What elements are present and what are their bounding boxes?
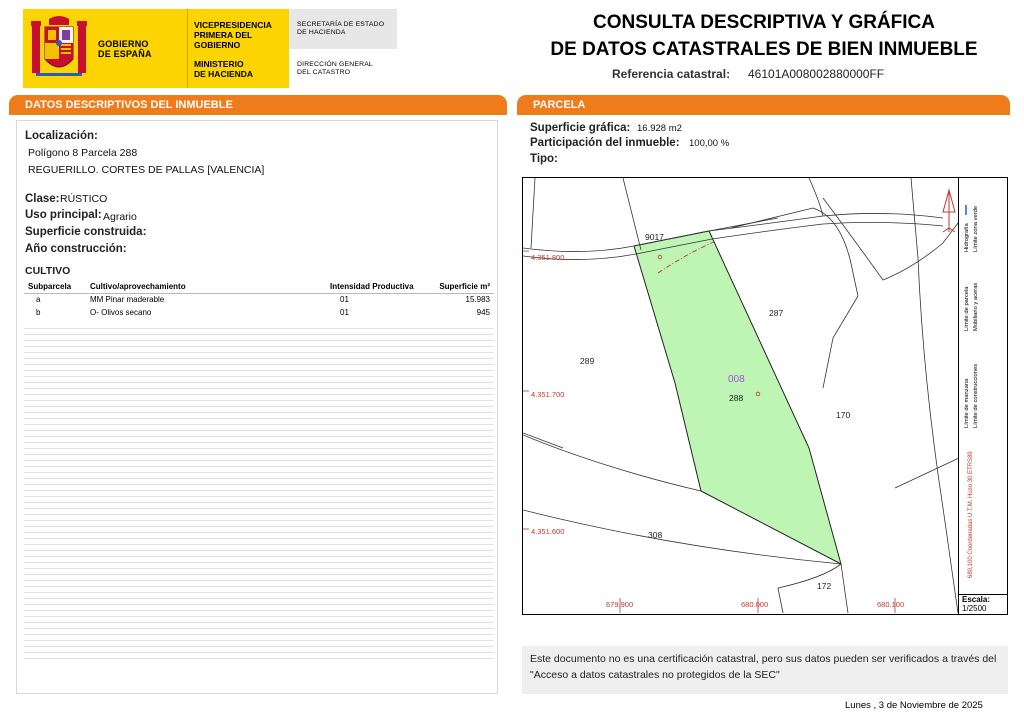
footer-date: Lunes , 3 de Noviembre de 2025	[845, 700, 983, 711]
legend-limite-construcciones: Límite de construcciones	[973, 363, 979, 428]
coord-y-1: 4.351.800	[531, 253, 565, 262]
label-288: 288	[729, 393, 744, 403]
cell-cultivo: O- Olivos secano	[90, 308, 152, 317]
uso-principal-label: Uso principal:	[25, 209, 102, 221]
coord-y-3: 4.351.600	[531, 527, 565, 536]
label-308: 308	[648, 530, 663, 540]
cell-cultivo: MM Pinar maderable	[90, 295, 165, 305]
cell-subparcela: b	[36, 308, 41, 317]
referencia-catastral	[612, 67, 885, 81]
cultivo-table	[24, 280, 494, 319]
coord-y-2: 4.351.700	[531, 390, 565, 399]
scale-value: 1/2500	[962, 604, 987, 613]
disclaimer-notice: Este documento no es una certificación catastral, pero sus datos pueden ser verificados a través del "Acceso a datos catastrales no protegidos de la SEC"	[522, 646, 1008, 694]
section-bar-datos-descriptivos	[9, 95, 507, 115]
gobierno-de-espana-label: GOBIERNO DE ESPAÑA	[98, 39, 152, 59]
col-intensidad: Intensidad Productiva	[326, 280, 428, 293]
legend-limite-manzana: Límite de manzana	[964, 378, 970, 428]
label-172: 172	[817, 581, 832, 591]
cell-subparcela: a	[36, 295, 41, 305]
legend-limite-parcela: Límite de parcela	[964, 286, 970, 331]
superficie-grafica-value: 16.928 m2	[637, 123, 682, 134]
cell-intensidad: 01	[340, 308, 349, 317]
cell-superficie: 15.983	[465, 295, 490, 305]
section-title-datos: DATOS DESCRIPTIVOS DEL INMUEBLE	[25, 99, 233, 111]
col-cultivo: Cultivo/aprovechamiento	[86, 280, 326, 293]
label-170: 170	[836, 410, 851, 420]
coord-x-3: 680.100	[877, 600, 905, 609]
superficie-grafica-label: Superficie gráfica:	[530, 122, 631, 134]
cultivo-empty-rows	[24, 323, 494, 659]
vicepresidencia-label: VICEPRESIDENCIA PRIMERA DEL GOBIERNO	[194, 20, 272, 50]
label-008: 008	[728, 374, 745, 385]
cadastral-map[interactable]	[522, 177, 1008, 615]
road-9017	[523, 213, 943, 251]
cell-superficie: 945	[476, 308, 490, 317]
uso-principal-value: Agrario	[103, 211, 137, 223]
anio-construccion-label: Año construcción:	[25, 243, 127, 255]
legend-zona-verde: Límite zona verde	[973, 205, 979, 252]
secretaria-label: SECRETARÍA DE ESTADO DE HACIENDA	[297, 21, 385, 36]
clase-label: Clase:	[25, 193, 60, 205]
col-subparcela: Subparcela	[24, 280, 86, 293]
col-superficie: Superficie m²	[428, 280, 494, 293]
localizacion-line2: REGUERILLO. CORTES DE PALLAS [VALENCIA]	[28, 164, 265, 176]
cell-intensidad: 01	[340, 295, 349, 305]
section-bar-parcela	[517, 95, 1010, 115]
table-row	[24, 306, 494, 319]
participacion-value: 100,00 %	[689, 138, 730, 149]
referencia-value: 46101A008002880000FF	[748, 67, 885, 81]
legend-hidrografia: Hidrografía	[964, 223, 970, 252]
cultivo-title: CULTIVO	[25, 265, 71, 277]
cultivo-header-row	[24, 280, 494, 293]
label-287: 287	[769, 308, 784, 318]
north-arrow-icon	[943, 190, 955, 232]
map-drawing	[523, 178, 1006, 613]
label-9017: 9017	[645, 232, 664, 242]
scale-label: Escala:	[962, 595, 991, 604]
coat-of-arms-icon	[31, 15, 87, 83]
localizacion-line1: Polígono 8 Parcela 288	[28, 147, 138, 159]
government-logo-block	[23, 9, 289, 88]
label-289: 289	[580, 356, 595, 366]
document-title: CONSULTA DESCRIPTIVA Y GRÁFICA DE DATOS CATASTRALES DE BIEN INMUEBLE	[550, 12, 978, 60]
ministerio-label: MINISTERIO DE HACIENDA	[194, 59, 254, 79]
coord-x-1: 679.900	[606, 600, 634, 609]
coord-x-2: 680.000	[741, 600, 769, 609]
legend-mobiliario: Mobiliario y aceras	[973, 282, 979, 331]
scale-box	[958, 594, 1008, 615]
tipo-label: Tipo:	[530, 153, 558, 165]
legend-coordenadas: 680,100 Coordenadas U.T.M. Huso 30 ETRS89	[968, 451, 974, 578]
superficie-construida-label: Superficie construida:	[25, 226, 147, 238]
participacion-label: Participación del inmueble:	[530, 137, 680, 149]
referencia-label: Referencia catastral:	[612, 67, 731, 81]
clase-value: RÚSTICO	[60, 193, 108, 205]
section-title-parcela: PARCELA	[533, 99, 586, 111]
vicepresidencia-block	[187, 9, 289, 88]
table-row	[24, 293, 494, 306]
secretaria-block	[289, 9, 397, 49]
direccion-general-label: DIRECCIÓN GENERAL DEL CATASTRO	[297, 61, 373, 76]
legend-separator	[958, 177, 959, 595]
localizacion-label: Localización:	[25, 130, 98, 142]
